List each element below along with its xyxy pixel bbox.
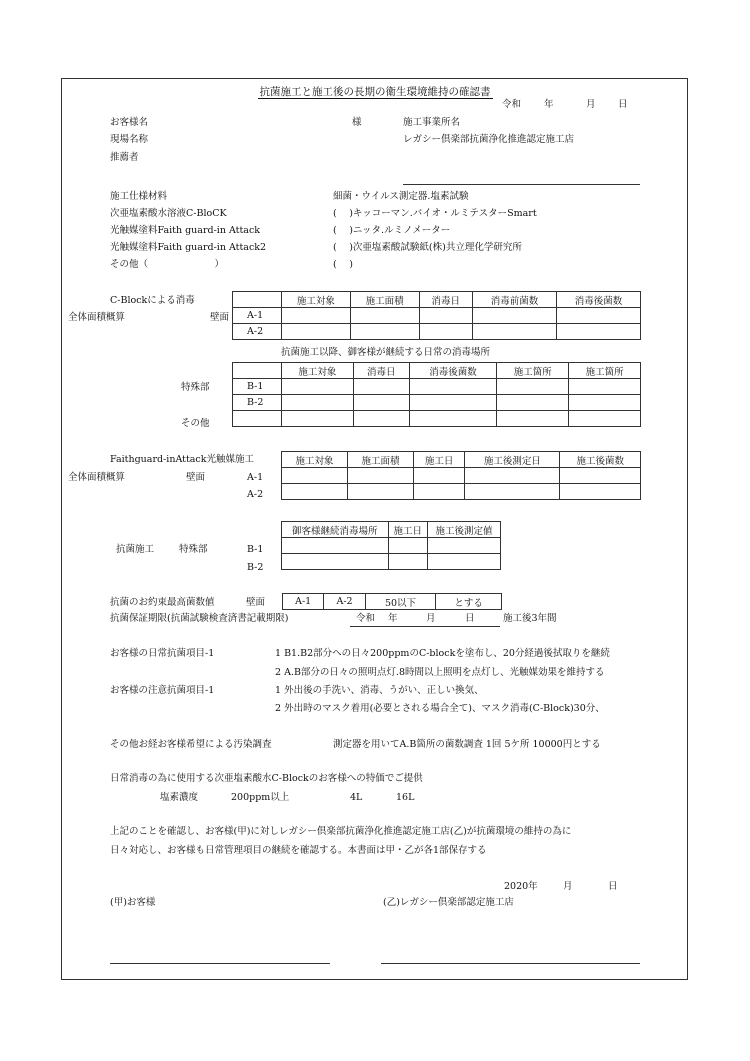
cblock-label: C-Blockによる消毒: [110, 295, 195, 306]
table-cell[interactable]: [353, 395, 409, 411]
table-cell[interactable]: [282, 468, 348, 484]
table-cell[interactable]: [282, 484, 348, 500]
table-header: 施工面積: [347, 452, 413, 468]
faith-wall-label: 壁面: [186, 472, 206, 483]
table-header: 施工箇所: [569, 363, 641, 379]
table-row: [282, 484, 641, 500]
antibac-special-label: 特殊部: [179, 544, 208, 555]
materials-heading: 施工仕様材料: [110, 191, 168, 202]
party-b-signature-line: [381, 963, 640, 964]
caution-item-2: 2 外出時のマスク着用(必要とされる場合全て)、マスク消毒(C-Block)30分、: [275, 703, 605, 714]
table-header: 施工箇所: [497, 363, 569, 379]
caution-items-label: お客様の注意抗菌項目-1: [110, 685, 215, 696]
daily-other-label: その他: [181, 418, 210, 429]
row-label: A-2: [247, 489, 264, 500]
table-cell[interactable]: [282, 379, 354, 395]
table-cell[interactable]: [347, 468, 413, 484]
table-row: [282, 554, 501, 570]
antibac-label: 抗菌施工: [116, 544, 155, 555]
table-row: [283, 594, 502, 610]
table-cell: 50以下: [365, 594, 436, 610]
table-cell[interactable]: [465, 468, 560, 484]
guarantee-label: 抗菌保証期限(抗菌試験検査済書記載期限): [110, 613, 289, 624]
promise-label: 抗菌のお約束最高菌数値: [110, 597, 215, 608]
faith-table: [281, 451, 641, 500]
table-cell[interactable]: [427, 554, 500, 570]
table-row: [233, 308, 641, 324]
date-year: 年: [544, 99, 554, 110]
table-header: 施工後測定値: [427, 522, 500, 538]
table-row: [233, 292, 641, 308]
guarantee-underline: [350, 626, 500, 627]
daily-item-2: 2 A.B部分の日々の照明点灯.8時間以上照明を点灯し、光触媒効果を維持する: [275, 667, 605, 678]
row-label: B-2: [233, 395, 282, 411]
table-cell[interactable]: [353, 411, 409, 427]
sign-month: 月: [563, 881, 573, 892]
table-cell[interactable]: [569, 379, 641, 395]
concentration-value: 200ppm以上: [231, 792, 290, 803]
table-cell[interactable]: [413, 484, 464, 500]
cblock-table: [232, 291, 641, 340]
table-row: [282, 522, 501, 538]
guarantee-month: 月: [426, 613, 436, 624]
guarantee-day: 日: [465, 613, 475, 624]
table-cell[interactable]: [282, 395, 354, 411]
table-cell[interactable]: [473, 308, 557, 324]
table-cell[interactable]: [497, 395, 569, 411]
table-cell[interactable]: [282, 554, 389, 570]
table-cell[interactable]: [413, 468, 464, 484]
row-label: [233, 411, 282, 427]
guarantee-after: 施工後3年間: [503, 613, 557, 624]
table-header: 消毒後菌数: [557, 292, 641, 308]
table-header: 御客様継続消毒場所: [282, 522, 389, 538]
table-cell: A-1: [283, 594, 324, 610]
table-cell[interactable]: [282, 324, 351, 340]
table-cell[interactable]: [560, 468, 641, 484]
table-cell[interactable]: [427, 538, 500, 554]
daily-special-label: 特殊部: [181, 382, 210, 393]
guarantee-year: 年: [388, 613, 398, 624]
site-name-label: 現場名称: [110, 134, 149, 145]
date-month: 月: [586, 99, 596, 110]
table-cell[interactable]: [473, 324, 557, 340]
material-item: 光触媒塗料Faith guard-in Attack2: [110, 242, 267, 253]
customer-name-label: お客様名: [110, 117, 149, 128]
table-header: 消毒日: [353, 363, 409, 379]
daily-items-label: お客様の日常抗菌項目-1: [110, 648, 215, 659]
table-header: 施工後測定日: [465, 452, 560, 468]
table-cell[interactable]: [388, 538, 427, 554]
daily-item-1: 1 B1.B2部分への日々200ppmのC-blockを塗布し、20分経過後拭取りを継続: [275, 648, 610, 659]
table-cell: A-2: [324, 594, 365, 610]
table-cell[interactable]: [465, 484, 560, 500]
table-cell[interactable]: [350, 308, 419, 324]
table-header: 施工面積: [350, 292, 419, 308]
table-cell[interactable]: [282, 308, 351, 324]
tests-heading: 細菌・ウイルス測定器.塩素試験: [333, 191, 469, 202]
promise-table: [282, 593, 502, 610]
daily-table: [232, 362, 641, 427]
antibac-table: [281, 521, 501, 570]
table-cell[interactable]: [419, 324, 473, 340]
test-item: ( )ニッタ.ルミノメーター: [333, 225, 451, 236]
table-row: [233, 411, 641, 427]
row-label: A-1: [233, 308, 282, 324]
table-cell[interactable]: [497, 379, 569, 395]
offer-text: 日常消毒の為に使用する次亜塩素酸水C-Blockのお客様への特価でご提供: [110, 773, 423, 784]
test-item: ( ): [333, 259, 353, 270]
size-option-4l: 4L: [350, 792, 363, 803]
contractor-underline: [403, 184, 640, 185]
row-label: B-2: [247, 562, 264, 573]
table-row: [233, 363, 641, 379]
faith-area-label: 全体面積概算: [68, 472, 126, 483]
table-row: [282, 452, 641, 468]
row-label: B-1: [247, 544, 264, 555]
cblock-wall-label: 壁面: [210, 312, 230, 323]
cblock-area-label: 全体面積概算: [68, 312, 126, 323]
table-cell[interactable]: [557, 308, 641, 324]
table-cell[interactable]: [557, 324, 641, 340]
table-cell[interactable]: [282, 538, 389, 554]
table-row: [282, 468, 641, 484]
faith-label: Faithguard-inAttack光触媒施工: [110, 454, 255, 465]
table-cell[interactable]: [560, 484, 641, 500]
table-cell[interactable]: [353, 379, 409, 395]
table-header: 施工後菌数: [560, 452, 641, 468]
table-cell[interactable]: [388, 554, 427, 570]
confirm-line-2: 日々対応し、お客様も日常管理項目の継続を確認する。本書面は甲・乙が各1部保存する: [110, 845, 487, 856]
survey-label: その他お経お客様希望による汚染調査: [110, 739, 272, 750]
date-era: 令和: [502, 99, 522, 110]
material-item: その他（ ）: [110, 259, 225, 270]
table-header: 施工対象: [282, 363, 354, 379]
daily-caption: 抗菌施工以降、御客様が継続する日常の消毒場所: [281, 347, 491, 358]
table-row: [282, 538, 501, 554]
party-b-label: (乙)レガシー倶楽部認定施工店: [383, 897, 514, 908]
survey-text: 測定器を用いてA.B箇所の菌数調査 1回 5ケ所 10000円とする: [333, 739, 601, 750]
row-label: B-1: [233, 379, 282, 395]
table-cell: とする: [436, 594, 502, 610]
table-header: 消毒日: [419, 292, 473, 308]
sign-year: 2020年: [504, 881, 538, 892]
table-cell[interactable]: [569, 395, 641, 411]
table-header: 施工対象: [282, 292, 351, 308]
material-item: 光触媒塗料Faith guard-in Attack: [110, 225, 261, 236]
table-header: 施工対象: [282, 452, 348, 468]
table-cell[interactable]: [419, 308, 473, 324]
contractor-label: 施工事業所名: [403, 117, 461, 128]
honorific: 様: [352, 117, 362, 128]
table-cell[interactable]: [350, 324, 419, 340]
table-cell[interactable]: [409, 411, 497, 427]
sign-day: 日: [608, 881, 618, 892]
table-header: 消毒後菌数: [409, 363, 497, 379]
table-row: [233, 379, 641, 395]
recommender-label: 推薦者: [110, 152, 139, 163]
concentration-label: 塩素濃度: [160, 792, 199, 803]
test-item: ( )次亜塩素酸試験紙(株)共立理化学研究所: [333, 242, 522, 253]
size-option-16l: 16L: [396, 792, 415, 803]
promise-wall-label: 壁面: [246, 597, 266, 608]
table-row: [233, 395, 641, 411]
table-row: [233, 324, 641, 340]
table-header: 施工日: [413, 452, 464, 468]
party-a-signature-line: [110, 963, 330, 964]
contractor-value: レガシー倶楽部抗菌浄化推進認定施工店: [403, 134, 575, 145]
row-label: A-1: [247, 472, 264, 483]
table-cell[interactable]: [569, 411, 641, 427]
test-item: ( )キッコーマン.バイオ・ルミテスターSmart: [333, 208, 537, 219]
table-cell[interactable]: [409, 395, 497, 411]
row-label: A-2: [233, 324, 282, 340]
table-header: 消毒前菌数: [473, 292, 557, 308]
document-title: 抗菌施工と施工後の長期の衛生環境維持の確認書: [259, 86, 491, 98]
material-item: 次亜塩素酸水溶液C-BloCK: [110, 208, 227, 219]
table-cell[interactable]: [347, 484, 413, 500]
party-a-label: (甲)お客様: [110, 897, 156, 908]
caution-item-1: 1 外出後の手洗い、消毒、うがい、正しい換気、: [275, 685, 484, 696]
table-header: 施工日: [388, 522, 427, 538]
table-cell[interactable]: [409, 379, 497, 395]
date-day: 日: [618, 99, 628, 110]
guarantee-era: 令和: [356, 613, 376, 624]
table-cell[interactable]: [497, 411, 569, 427]
confirm-line-1: 上記のことを確認し、お客様(甲)に対しレガシー倶楽部抗菌浄化推進認定施工店(乙)が抗菌環境の維持の為に: [110, 826, 572, 837]
table-cell[interactable]: [282, 411, 354, 427]
